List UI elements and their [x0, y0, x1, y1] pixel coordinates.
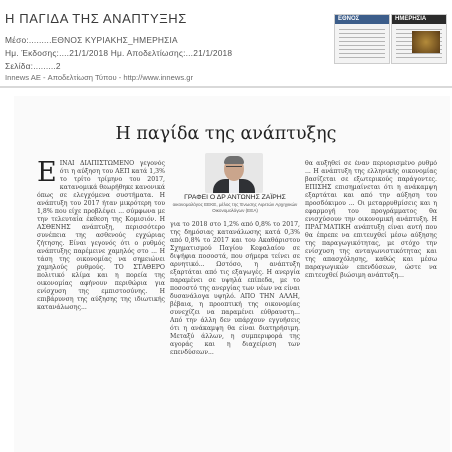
column-2-text: για το 2018 στο 1,2% από 0,8% το 2017, της δημόσιας κατανάλωσης κατά 0,3% από 0,8% το 2017 και του Ακαθάριστου Σχηματισμού Παγίου Κεφαλαίου σε διψήφια ποσοστά, που σήμερα τείνει σε αρνητικό... Ωστόσο, η ανάπτυξη εξαρτάται από τις εξαγωγές. Η ανεργία παραμένει σε υψηλά επίπεδα, με το ποσοστό της ανεργίας των νέων να είναι δυσανάλογα υψηλό. ΑΠΟ ΤΗΝ ΑΛΛΗ, βέβαια, η προοπτική της οικονομίας συνεχίζει να παραμένει εύθραυστη... Από την άλλη δεν υπάρχουν εγγυήσεις ότι η ανάκαμψη θα είναι διατηρήσιμη. Μεταξύ άλλων, η συμπεριφορά της αγοράς και η διαχείριση των επενδύσεων...	[170, 221, 300, 356]
clipping-title: Η ΠΑΓΙΔΑ ΤΗΣ ΑΝΑΠΤΥΞΗΣ	[5, 11, 187, 26]
article-column-3	[305, 160, 437, 452]
author-subcaption: οικονομολόγος ΕΕΚΕ, μέλος της Ένωσης Αιρετών Αρχηγικών Οικονομολόγων (ΕΕΑ)	[172, 202, 298, 213]
newspaper-thumbnail-1[interactable]	[334, 14, 390, 64]
author-shirt	[229, 179, 239, 193]
clipping-header	[0, 0, 452, 82]
header-divider	[0, 86, 452, 88]
column-1-text: ΙΝΑΙ ΔΙΑΠΙΣΤΩΜΕΝΟ γεγονός ότι η αύξηση του ΑΕΠ κατά 1,3% το τρίτο τρίμηνο του 2017, κατανομικά θεωρήθηκε κανονικά όπως σε ελεγχόμενα συστήματα. Η ανάπτυξη του 2017 ήταν μικρότερη του 1,8% που είχε προβλέψει ... σύμφωνα με την τελευταία έκθεση της Κομισιόν. Η ΑΣΘΕΝΗΣ ανάπτυξη, περισσότερο συνέπεια της ασθενούς εγχώριας ζήτησης. Είναι γεγονός ότι ο ρυθμός ανάπτυξης παρέμεινε χαμηλός στο ... Η τάση της οικονομίας να σημειώνει χαμηλούς ρυθμούς. ΤΟ ΣΤΑΘΕΡΟ πολιτικό κλίμα και η πορεία της οικονομίας αφήνουν περιθώρια για ενίσχυση της εμπιστοσύνης. Η επιβάρυνση της αύξησης της ιδιωτικής κατανάλωσης...	[37, 160, 165, 311]
meta-page: Σελίδα:.........2	[5, 61, 61, 71]
author-photo	[205, 153, 263, 193]
meta-source: Μέσο:.........ΕΘΝΟΣ ΚΥΡΙΑΚΗΣ_ΗΜΕΡΗΣΙΑ	[5, 35, 178, 45]
thumbnail-text-lines	[339, 29, 385, 59]
column-3-text: θα αυξηθεί σε έναν περιορισμένο ρυθμό ... Η ανάπτυξη της ελληνικής οικονομίας βασίζεται σε εξωτερικούς παράγοντες. ΕΠΙΣΗΣ επισημαίνεται ότι η ανάκαμψη εξαρτάται και από την αύξηση του προσδόκιμου ... Οι μεταρρυθμίσεις και η εφαρμογή του προγράμματος θα ενισχύσουν την οικονομική ανάπτυξη. Η ΠΡΑΓΜΑΤΙΚΗ ανάπτυξη είναι αυτή που θα έπρεπε να επιτευχθεί μέσω αύξησης της παραγωγικότητας, με στόχο την ενίσχυση της ανταγωνιστικότητας και της απασχόλησης, καθώς και μέσω παραγωγικών επενδύσεων, ώστε να επιτευχθεί βιώσιμη ανάπτυξη...	[305, 160, 437, 279]
thumbnail-label: ΕΘΝΟΣ	[338, 16, 360, 22]
article-headline: Η παγίδα της ανάπτυξης	[115, 124, 337, 144]
newspaper-thumbnail-2[interactable]	[391, 14, 447, 64]
article-column-2	[170, 221, 300, 452]
author-glasses	[226, 166, 242, 171]
meta-dates: Ημ. Έκδοσης:....21/1/2018 Ημ. Αποδελτίωσης:...21/1/2018	[5, 48, 233, 58]
source-footer: Innews AE - Αποδελτίωση Τύπου - http://www.innews.gr	[5, 73, 193, 82]
author-hair	[224, 156, 244, 164]
thumbnail-label: ΗΜΕΡΗΣΙΑ	[395, 16, 427, 22]
thumbnail-image	[412, 31, 440, 53]
article-column-1	[37, 160, 165, 452]
author-caption: ΓΡΑΦΕΙ Ο ΔΡ ΑΝΤΩΝΗΣ ΖΑΪΡΗΣ	[184, 194, 286, 201]
drop-cap: Ε	[37, 160, 57, 188]
